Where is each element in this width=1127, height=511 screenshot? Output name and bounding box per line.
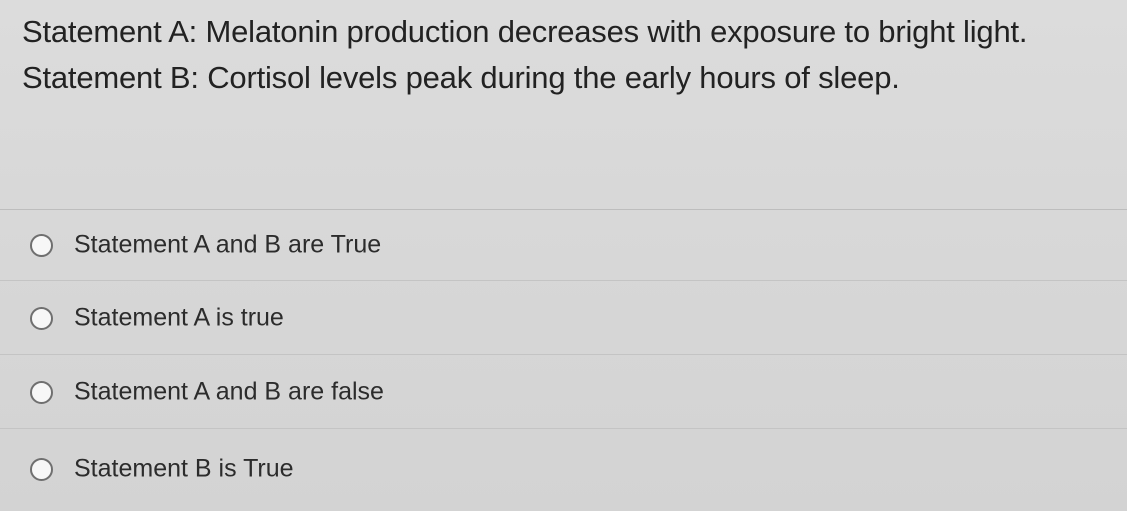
radio-unselected-icon[interactable]	[30, 381, 53, 404]
answer-option-label: Statement B is True	[74, 454, 294, 483]
answer-options-list	[0, 210, 1127, 509]
answer-option-a-and-b-false[interactable]	[0, 355, 1127, 429]
question-block	[22, 8, 1112, 102]
radio-unselected-icon[interactable]	[30, 307, 53, 330]
answer-option-label: Statement A and B are True	[74, 230, 382, 259]
statement-a-text: Statement A: Melatonin production decreases with exposure to bright light.	[22, 14, 1028, 49]
answer-option-a-and-b-true[interactable]	[0, 210, 1127, 281]
answer-option-label: Statement A is true	[74, 303, 284, 331]
answer-option-label: Statement A and B are false	[74, 377, 384, 405]
radio-unselected-icon[interactable]	[30, 458, 53, 481]
answer-option-a-true[interactable]	[0, 281, 1127, 355]
answer-option-b-true[interactable]	[0, 429, 1127, 509]
statement-b-text: Statement B: Cortisol levels peak during the early hours of sleep.	[22, 60, 900, 95]
radio-unselected-icon[interactable]	[30, 234, 53, 257]
